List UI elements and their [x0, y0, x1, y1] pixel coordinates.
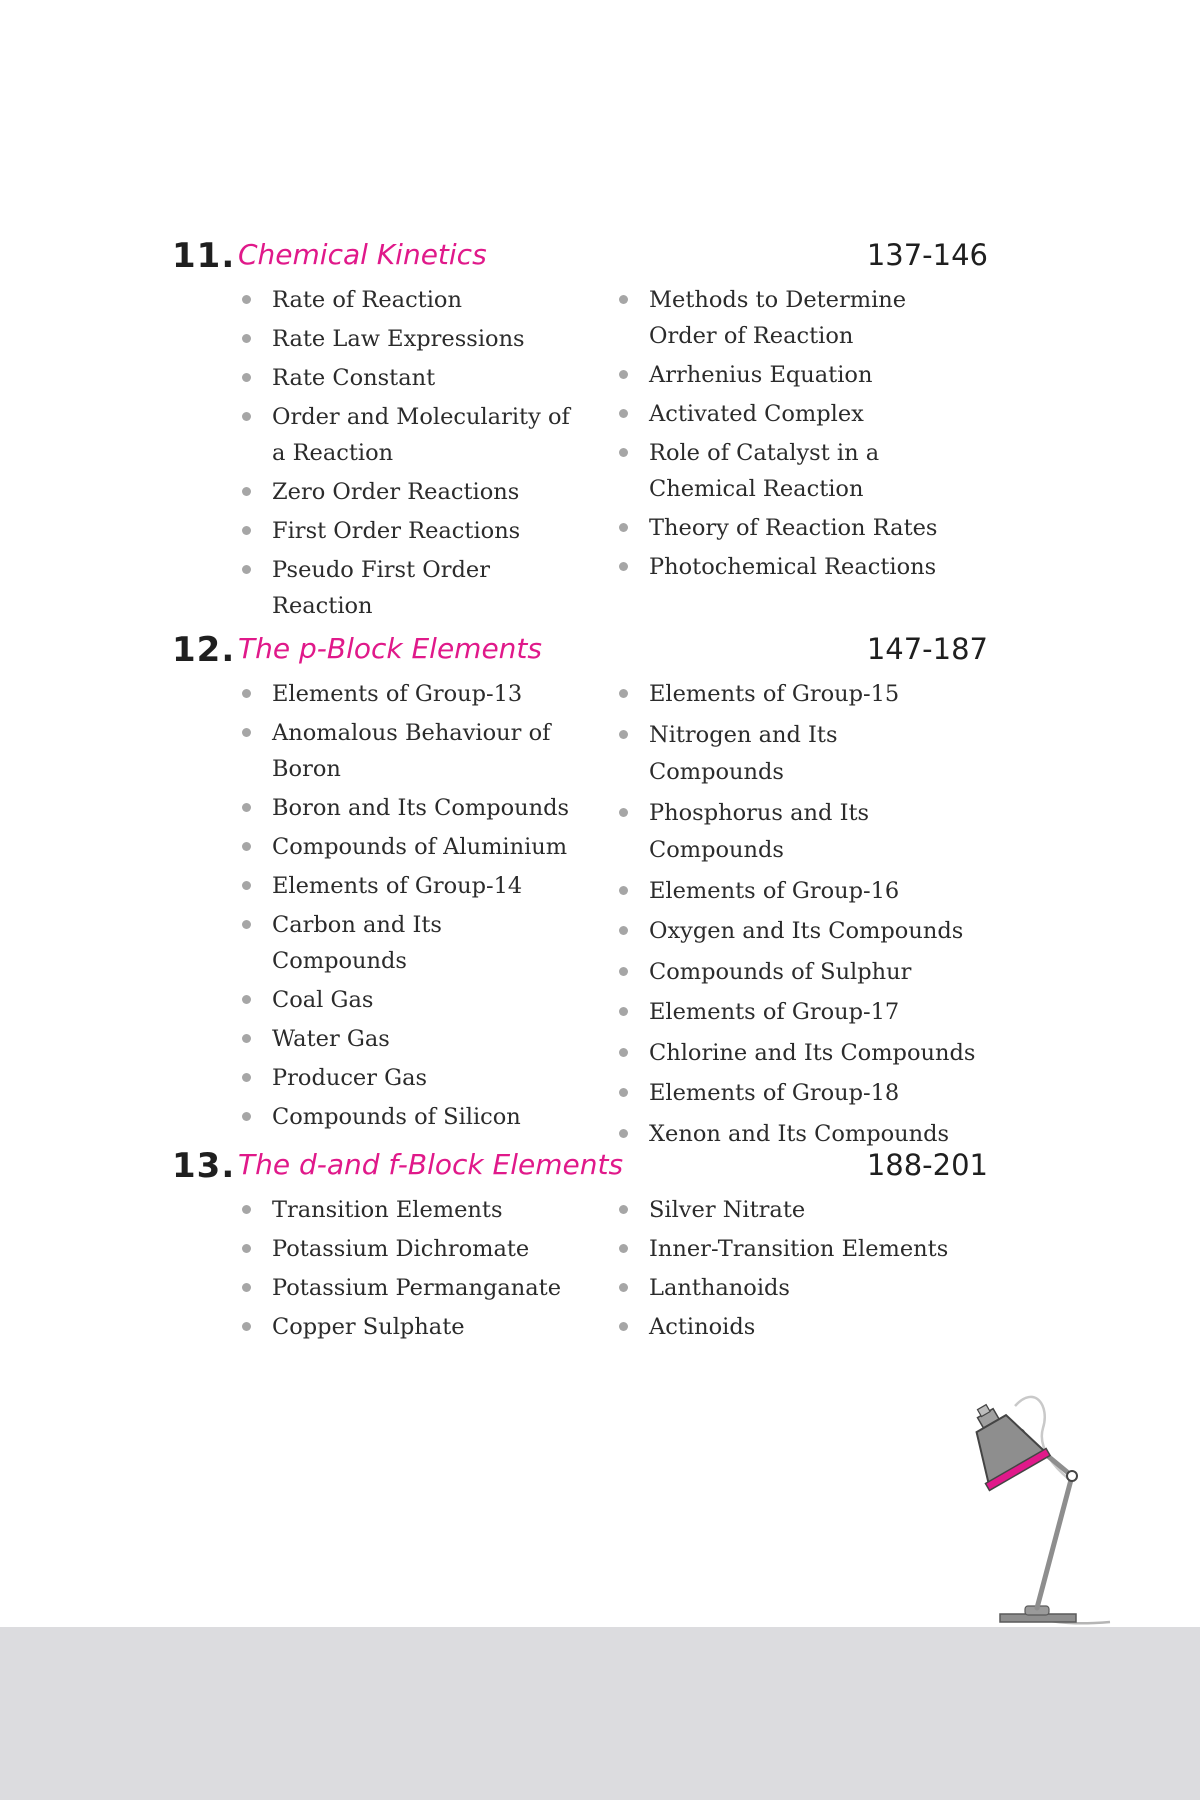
topic-item: Activated Complex [619, 396, 979, 432]
chapter-number: 11. [172, 236, 236, 276]
topic-item: Rate Constant [242, 360, 582, 396]
topic-item: Methods to Determine Order of Reaction [619, 282, 979, 354]
topic-item: Rate of Reaction [242, 282, 582, 318]
topic-item: Lanthanoids [619, 1270, 979, 1306]
topic-item: Coal Gas [242, 982, 582, 1018]
topic-item: Copper Sulphate [242, 1309, 582, 1345]
topic-item: Theory of Reaction Rates [619, 510, 979, 546]
chapter-title: The d-and f-Block Elements [238, 1148, 624, 1181]
topic-item: Producer Gas [242, 1060, 582, 1096]
topic-item: Role of Catalyst in a Chemical Reaction [619, 435, 979, 507]
chapter-number: 13. [172, 1146, 236, 1186]
chapter-pages: 188-201 [866, 1148, 988, 1182]
topic-item: Potassium Permanganate [242, 1270, 582, 1306]
topic-item: Compounds of Aluminium [242, 829, 582, 865]
topic-list-right [619, 676, 979, 1156]
topic-item: First Order Reactions [242, 513, 582, 549]
topic-item: Potassium Dichromate [242, 1231, 582, 1267]
topic-item: Silver Nitrate [619, 1192, 979, 1228]
topic-list-left [242, 1192, 582, 1348]
topic-item: Anomalous Behaviour of Boron [242, 715, 582, 787]
topic-item: Photochemical Reactions [619, 549, 979, 585]
topic-item: Elements of Group-16 [619, 873, 979, 911]
topic-item: Pseudo First Order Reaction [242, 552, 582, 624]
topic-list-left [242, 676, 582, 1138]
topic-item: Water Gas [242, 1021, 582, 1057]
topic-item: Phosphorus and Its Compounds [619, 795, 979, 870]
desk-lamp-icon [925, 1388, 1125, 1628]
topic-list-right [619, 1192, 979, 1348]
topic-item: Elements of Group-17 [619, 994, 979, 1032]
chapter-title: The p-Block Elements [238, 632, 542, 665]
topic-item: Carbon and Its Compounds [242, 907, 582, 979]
topic-item: Boron and Its Compounds [242, 790, 582, 826]
topic-list-right [619, 282, 979, 588]
topic-item: Compounds of Silicon [242, 1099, 582, 1135]
topic-item: Rate Law Expressions [242, 321, 582, 357]
topic-item: Inner-Transition Elements [619, 1231, 979, 1267]
topic-item: Compounds of Sulphur [619, 954, 979, 992]
topic-item: Nitrogen and Its Compounds [619, 717, 979, 792]
topic-item: Elements of Group-18 [619, 1075, 979, 1113]
chapter-pages: 147-187 [866, 632, 988, 666]
topic-item: Elements of Group-14 [242, 868, 582, 904]
chapter-pages: 137-146 [866, 238, 988, 272]
floor-band [0, 1627, 1200, 1800]
topic-item: Elements of Group-13 [242, 676, 582, 712]
topic-item: Order and Molecularity of a Reaction [242, 399, 582, 471]
topic-item: Actinoids [619, 1309, 979, 1345]
topic-item: Xenon and Its Compounds [619, 1116, 979, 1154]
topic-item: Elements of Group-15 [619, 676, 979, 714]
topic-list-left [242, 282, 582, 627]
chapter-title: Chemical Kinetics [238, 238, 487, 271]
topic-item: Arrhenius Equation [619, 357, 979, 393]
topic-item: Zero Order Reactions [242, 474, 582, 510]
chapter-number: 12. [172, 630, 236, 670]
topic-item: Chlorine and Its Compounds [619, 1035, 979, 1073]
topic-item: Transition Elements [242, 1192, 582, 1228]
topic-item: Oxygen and Its Compounds [619, 913, 979, 951]
